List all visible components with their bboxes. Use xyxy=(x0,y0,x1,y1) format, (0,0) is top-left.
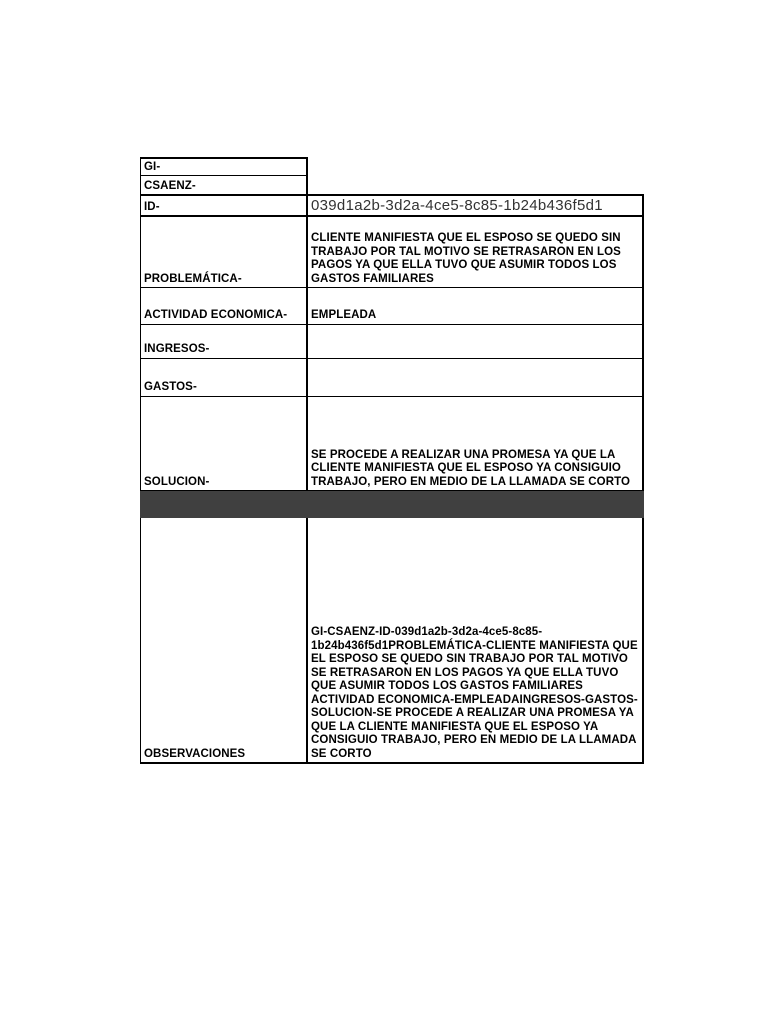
id-label: ID- xyxy=(144,200,160,213)
section-separator-band xyxy=(140,491,644,518)
gi-label: GI- xyxy=(144,160,161,173)
gastos-value xyxy=(308,359,642,396)
actividad-economica-value: EMPLEADA xyxy=(311,308,377,321)
solucion-label: SOLUCION- xyxy=(144,475,210,488)
id-value: 039d1a2b-3d2a-4ce5-8c85-1b24b436f5d1 xyxy=(311,196,603,214)
ingresos-value xyxy=(308,325,642,358)
actividad-economica-label: ACTIVIDAD ECONOMICA- xyxy=(144,308,288,321)
problematica-value: CLIENTE MANIFIESTA QUE EL ESPOSO SE QUEDO SIN TRABAJO POR TAL MOTIVO SE RETRASARON EN LOS PAGOS YA QUE ELLA TUVO QUE ASUMIR TODOS LOS GASTOS FAMILIARES xyxy=(311,232,621,285)
observaciones-value: GI-CSAENZ-ID-039d1a2b-3d2a-4ce5-8c85-1b24b436f5d1PROBLEMÁTICA-CLIENTE MANIFIESTA QUE EL ESPOSO SE QUEDO SIN TRABAJO POR TAL MOTIVO SE RETRASARON EN LOS PAGOS YA QUE ELLA TUVO QUE ASUMIR TODOS LOS GASTOS FAMILIARES ACTIVIDAD ECONOMICA-EMPLEADAINGRESOS-GASTOS-SOLUCION-SE PROCEDE A REALIZAR UNA PROMESA YA QUE LA CLIENTE MANIFIESTA QUE EL ESPOSO YA CONSIGUIO TRABAJO, PERO EN MEDIO DE LA LLAMADA SE CORTO xyxy=(311,626,638,760)
problematica-label: PROBLEMÁTICA- xyxy=(144,272,242,285)
grid-line xyxy=(642,194,644,764)
gastos-label: GASTOS- xyxy=(144,380,197,393)
observaciones-label: OBSERVACIONES xyxy=(144,747,246,760)
solucion-value: SE PROCEDE A REALIZAR UNA PROMESA YA QUE LA CLIENTE MANIFIESTA QUE EL ESPOSO YA CONSIGUIO TRABAJO, PERO EN MEDIO DE LA LLAMADA SE CORTO xyxy=(311,448,631,488)
csaenz-label: CSAENZ- xyxy=(144,179,196,192)
ingresos-label: INGRESOS- xyxy=(144,342,210,355)
grid-line xyxy=(140,762,644,764)
